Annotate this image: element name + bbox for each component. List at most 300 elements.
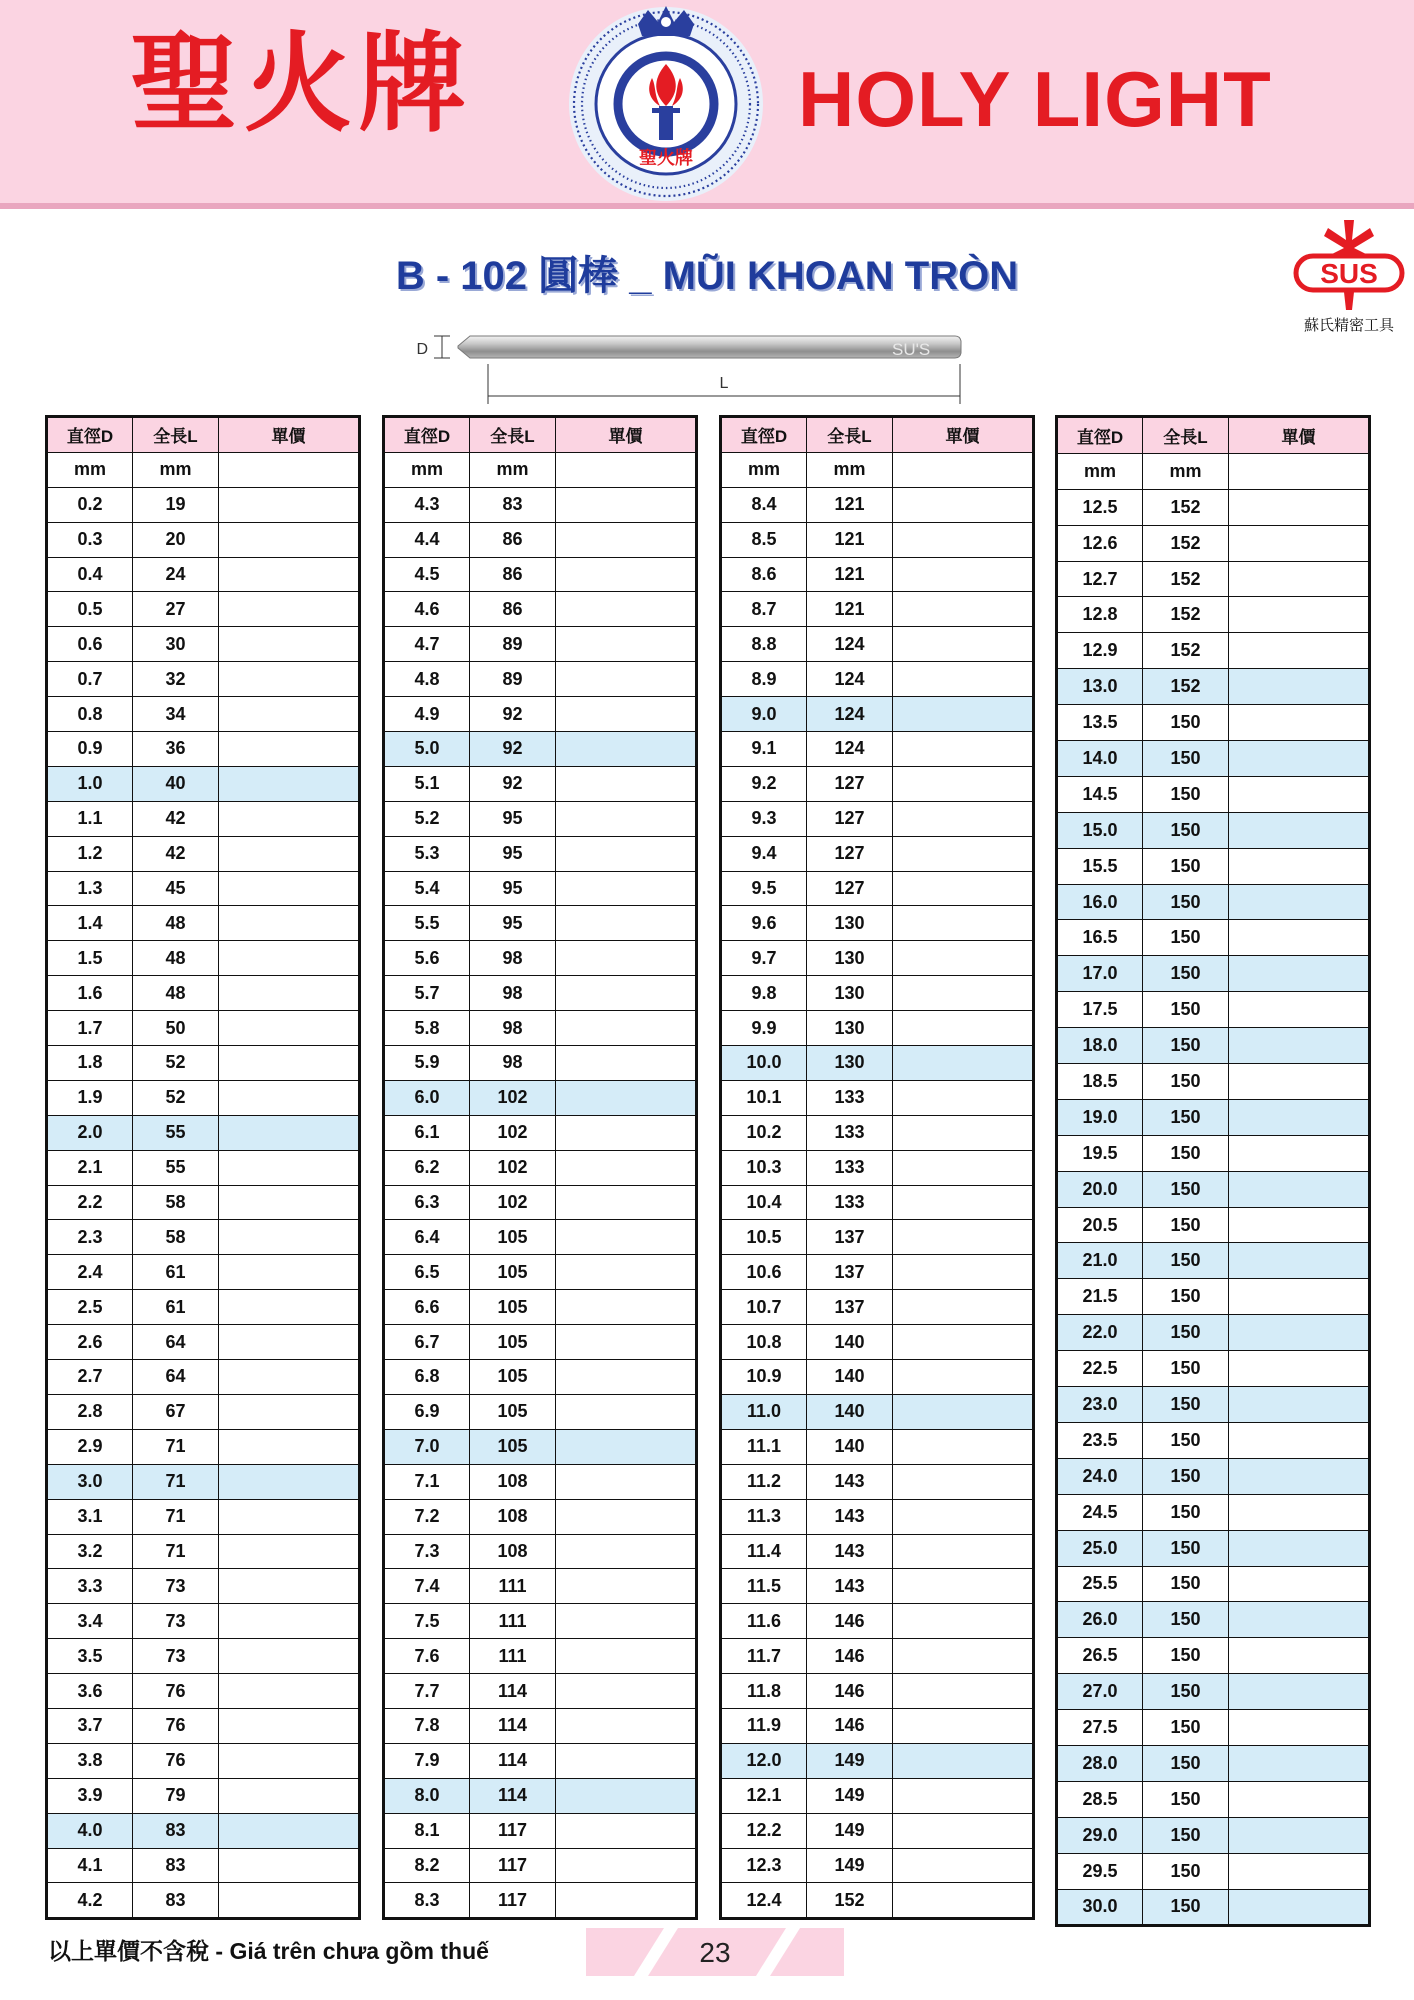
- length-cell: 150: [1143, 956, 1229, 992]
- diameter-label: D: [416, 341, 428, 358]
- diameter-cell: 5.4: [384, 871, 470, 906]
- diameter-cell: 0.7: [47, 662, 133, 697]
- price-cell: [556, 697, 697, 732]
- price-cell: [893, 1708, 1034, 1743]
- table-row: [47, 1011, 360, 1046]
- length-cell: 137: [807, 1290, 893, 1325]
- diameter-cell: 7.9: [384, 1743, 470, 1778]
- table-row: [721, 1604, 1034, 1639]
- diameter-cell: 4.5: [384, 557, 470, 592]
- table-row: [721, 1464, 1034, 1499]
- price-cell: [1229, 453, 1370, 489]
- table-row: [721, 1883, 1034, 1919]
- table-row: [47, 1394, 360, 1429]
- length-cell: 83: [470, 487, 556, 522]
- diameter-cell: 2.1: [47, 1150, 133, 1185]
- length-cell: 130: [807, 1046, 893, 1081]
- price-cell: [219, 1813, 360, 1848]
- table-row: [384, 1639, 697, 1674]
- length-cell: 130: [807, 906, 893, 941]
- diameter-cell: 20.0: [1057, 1171, 1143, 1207]
- table-row: [47, 766, 360, 801]
- table-row: [1057, 848, 1370, 884]
- price-cell: [219, 1883, 360, 1919]
- table-header-row: [47, 417, 360, 453]
- price-cell: [219, 836, 360, 871]
- table-row: [384, 906, 697, 941]
- table-row: [384, 1569, 697, 1604]
- length-cell: 102: [470, 1115, 556, 1150]
- table-row: [384, 1883, 697, 1919]
- diameter-cell: 3.7: [47, 1708, 133, 1743]
- price-cell: [556, 452, 697, 487]
- length-cell: 146: [807, 1639, 893, 1674]
- diameter-cell: 11.2: [721, 1464, 807, 1499]
- price-cell: [556, 1115, 697, 1150]
- price-cell: [556, 1604, 697, 1639]
- diameter-cell: 9.9: [721, 1011, 807, 1046]
- diameter-cell: 9.0: [721, 697, 807, 732]
- size-table-3: [719, 415, 1035, 1920]
- length-cell: 71: [133, 1429, 219, 1464]
- price-cell: [893, 1011, 1034, 1046]
- table-row: [721, 941, 1034, 976]
- length-cell: 89: [470, 627, 556, 662]
- length-cell: 150: [1143, 884, 1229, 920]
- table-row: [47, 1255, 360, 1290]
- price-cell: [219, 1778, 360, 1813]
- price-cell: [893, 1429, 1034, 1464]
- price-cell: [219, 1325, 360, 1360]
- diameter-cell: 14.0: [1057, 741, 1143, 777]
- diameter-cell: 26.5: [1057, 1638, 1143, 1674]
- price-cell: [219, 1639, 360, 1674]
- diameter-cell: 1.2: [47, 836, 133, 871]
- length-cell: 105: [470, 1255, 556, 1290]
- table-row: [721, 1639, 1034, 1674]
- length-cell: 149: [807, 1743, 893, 1778]
- price-cell: [219, 801, 360, 836]
- diameter-cell: 13.0: [1057, 669, 1143, 705]
- table-row: [721, 1046, 1034, 1081]
- price-cell: [556, 801, 697, 836]
- length-cell: 121: [807, 487, 893, 522]
- diameter-cell: 1.3: [47, 871, 133, 906]
- table-row: [384, 1360, 697, 1395]
- length-cell: 143: [807, 1534, 893, 1569]
- length-cell: 150: [1143, 1745, 1229, 1781]
- table-row: [1057, 489, 1370, 525]
- diameter-cell: 8.4: [721, 487, 807, 522]
- price-cell: [1229, 705, 1370, 741]
- price-cell: [556, 627, 697, 662]
- price-cell: [556, 1394, 697, 1429]
- diameter-cell: 11.5: [721, 1569, 807, 1604]
- price-cell: [219, 1360, 360, 1395]
- diameter-cell: 8.8: [721, 627, 807, 662]
- length-cell: 48: [133, 906, 219, 941]
- length-cell: 114: [470, 1743, 556, 1778]
- diameter-cell: 18.5: [1057, 1064, 1143, 1100]
- diameter-cell: 27.5: [1057, 1710, 1143, 1746]
- price-cell: [556, 487, 697, 522]
- diameter-cell: 3.1: [47, 1499, 133, 1534]
- table-row: [1057, 1745, 1370, 1781]
- price-cell: [556, 1220, 697, 1255]
- price-cell: [1229, 1674, 1370, 1710]
- table-row: [721, 1394, 1034, 1429]
- diameter-cell: 9.7: [721, 941, 807, 976]
- diameter-cell: 10.2: [721, 1115, 807, 1150]
- price-cell: [219, 1394, 360, 1429]
- length-cell: 61: [133, 1290, 219, 1325]
- price-cell: [219, 906, 360, 941]
- table-row: [721, 557, 1034, 592]
- diameter-cell: 23.0: [1057, 1387, 1143, 1423]
- table-row: [721, 1813, 1034, 1848]
- table-row: [384, 976, 697, 1011]
- table-row: [1057, 1638, 1370, 1674]
- price-cell: [1229, 741, 1370, 777]
- price-cell: [556, 1325, 697, 1360]
- table-row: [47, 662, 360, 697]
- diameter-cell: 0.6: [47, 627, 133, 662]
- price-cell: [893, 906, 1034, 941]
- price-cell: [1229, 1566, 1370, 1602]
- diameter-cell: 2.8: [47, 1394, 133, 1429]
- length-cell: 130: [807, 976, 893, 1011]
- price-cell: [219, 732, 360, 767]
- table-row: [1057, 1099, 1370, 1135]
- price-cell: [219, 627, 360, 662]
- table-row: [1057, 1853, 1370, 1889]
- table-row: [47, 1848, 360, 1883]
- size-table-2: [382, 415, 698, 1920]
- length-cell: 150: [1143, 1422, 1229, 1458]
- table-row: [47, 697, 360, 732]
- length-cell: 48: [133, 941, 219, 976]
- header-diameter: 直徑D: [47, 417, 133, 453]
- price-cell: [1229, 956, 1370, 992]
- table-row: [721, 801, 1034, 836]
- price-cell: [556, 662, 697, 697]
- diameter-cell: 17.0: [1057, 956, 1143, 992]
- length-cell: 76: [133, 1743, 219, 1778]
- length-cell: 150: [1143, 1602, 1229, 1638]
- table-row: [47, 1360, 360, 1395]
- header-length: 全長L: [133, 417, 219, 453]
- price-cell: [1229, 1817, 1370, 1853]
- diameter-cell: 6.5: [384, 1255, 470, 1290]
- price-cell: [893, 1778, 1034, 1813]
- diameter-cell: 7.3: [384, 1534, 470, 1569]
- length-cell: 150: [1143, 1566, 1229, 1602]
- price-cell: [219, 1115, 360, 1150]
- diameter-cell: 12.5: [1057, 489, 1143, 525]
- price-cell: [1229, 1387, 1370, 1423]
- length-cell: 86: [470, 557, 556, 592]
- table-row: [1057, 1064, 1370, 1100]
- length-cell: 143: [807, 1569, 893, 1604]
- price-cell: [556, 557, 697, 592]
- table-row: [1057, 633, 1370, 669]
- price-cell: [893, 1360, 1034, 1395]
- length-cell: 98: [470, 976, 556, 1011]
- table-row: [721, 766, 1034, 801]
- length-cell: 79: [133, 1778, 219, 1813]
- table-row: [1057, 1279, 1370, 1315]
- length-cell: 86: [470, 592, 556, 627]
- table-row: [1057, 812, 1370, 848]
- price-cell: [556, 1185, 697, 1220]
- price-cell: [893, 836, 1034, 871]
- table-header-row: [384, 417, 697, 453]
- size-table-4: [1055, 415, 1371, 1927]
- length-cell: 133: [807, 1150, 893, 1185]
- diameter-cell: 11.0: [721, 1394, 807, 1429]
- diameter-cell: 12.1: [721, 1778, 807, 1813]
- diameter-cell: 12.4: [721, 1883, 807, 1919]
- length-cell: 95: [470, 906, 556, 941]
- table-row: [1057, 884, 1370, 920]
- table-row: [721, 487, 1034, 522]
- price-cell: [1229, 489, 1370, 525]
- length-cell: 133: [807, 1115, 893, 1150]
- table-row: [384, 557, 697, 592]
- table-row: [1057, 1710, 1370, 1746]
- table-row: [721, 1778, 1034, 1813]
- length-cell: 150: [1143, 1817, 1229, 1853]
- length-cell: 64: [133, 1325, 219, 1360]
- length-cell: 36: [133, 732, 219, 767]
- length-cell: 98: [470, 1011, 556, 1046]
- length-cell: 95: [470, 871, 556, 906]
- price-cell: [1229, 776, 1370, 812]
- table-row: [47, 1708, 360, 1743]
- length-cell: 76: [133, 1708, 219, 1743]
- price-cell: [556, 1255, 697, 1290]
- diameter-cell: 1.7: [47, 1011, 133, 1046]
- length-cell: 89: [470, 662, 556, 697]
- diameter-cell: 2.5: [47, 1290, 133, 1325]
- diameter-cell: 29.0: [1057, 1817, 1143, 1853]
- diameter-cell: 19.0: [1057, 1099, 1143, 1135]
- length-cell: 108: [470, 1499, 556, 1534]
- table-row: [47, 1569, 360, 1604]
- table-row: [721, 1429, 1034, 1464]
- price-cell: [556, 1534, 697, 1569]
- diameter-cell: 17.5: [1057, 992, 1143, 1028]
- diameter-cell: 3.6: [47, 1674, 133, 1709]
- diameter-cell: 9.2: [721, 766, 807, 801]
- table-row: [47, 1185, 360, 1220]
- diameter-cell: 23.5: [1057, 1422, 1143, 1458]
- length-cell: 19: [133, 487, 219, 522]
- diameter-cell: 4.6: [384, 592, 470, 627]
- diameter-cell: 4.7: [384, 627, 470, 662]
- price-cell: [893, 1046, 1034, 1081]
- price-cell: [893, 1883, 1034, 1919]
- table-row: [721, 1848, 1034, 1883]
- table-row: [384, 1604, 697, 1639]
- diameter-cell: 6.6: [384, 1290, 470, 1325]
- length-cell: 133: [807, 1080, 893, 1115]
- length-cell: 149: [807, 1813, 893, 1848]
- page-number: 23: [699, 1937, 731, 1968]
- diameter-cell: 3.4: [47, 1604, 133, 1639]
- length-cell: 52: [133, 1080, 219, 1115]
- length-cell: 111: [470, 1639, 556, 1674]
- diameter-cell: 5.3: [384, 836, 470, 871]
- price-cell: [556, 1813, 697, 1848]
- diameter-cell: 4.0: [47, 1813, 133, 1848]
- price-cell: [1229, 848, 1370, 884]
- diameter-cell: 11.1: [721, 1429, 807, 1464]
- table-row: [384, 871, 697, 906]
- diameter-cell: 11.8: [721, 1674, 807, 1709]
- price-cell: [219, 766, 360, 801]
- length-cell: 105: [470, 1290, 556, 1325]
- table-row: [384, 1708, 697, 1743]
- price-cell: [219, 1464, 360, 1499]
- price-cell: [893, 592, 1034, 627]
- price-cell: [556, 871, 697, 906]
- length-cell: 20: [133, 522, 219, 557]
- length-cell: 86: [470, 522, 556, 557]
- diameter-cell: 12.7: [1057, 561, 1143, 597]
- price-cell: [1229, 992, 1370, 1028]
- length-cell: 108: [470, 1534, 556, 1569]
- diameter-cell: 27.0: [1057, 1674, 1143, 1710]
- tax-note: 以上單價不含稅 - Giá trên chưa gồm thuế: [48, 1938, 489, 1964]
- table-row: [1057, 525, 1370, 561]
- price-cell: [219, 1743, 360, 1778]
- table-row: [384, 1290, 697, 1325]
- price-cell: [1229, 1745, 1370, 1781]
- diameter-cell: 10.7: [721, 1290, 807, 1325]
- length-cell: 105: [470, 1325, 556, 1360]
- price-cell: [893, 452, 1034, 487]
- price-cell: [893, 1255, 1034, 1290]
- table-row: [384, 836, 697, 871]
- diameter-cell: 3.3: [47, 1569, 133, 1604]
- diameter-cell: 3.8: [47, 1743, 133, 1778]
- table-row: [721, 976, 1034, 1011]
- length-cell: 127: [807, 871, 893, 906]
- length-cell: 50: [133, 1011, 219, 1046]
- length-cell: 117: [470, 1848, 556, 1883]
- table-row: [1057, 741, 1370, 777]
- table-row: [721, 906, 1034, 941]
- diameter-cell: 0.8: [47, 697, 133, 732]
- price-cell: [556, 1150, 697, 1185]
- diameter-cell: 11.3: [721, 1499, 807, 1534]
- length-cell: 95: [470, 801, 556, 836]
- header-diameter: 直徑D: [1057, 417, 1143, 454]
- table-row: [47, 732, 360, 767]
- table-row: [1057, 920, 1370, 956]
- diameter-cell: 5.0: [384, 732, 470, 767]
- length-cell: 114: [470, 1674, 556, 1709]
- table-row: [47, 1813, 360, 1848]
- length-cell: 150: [1143, 848, 1229, 884]
- price-cell: [893, 662, 1034, 697]
- price-cell: [893, 487, 1034, 522]
- length-cell: 143: [807, 1499, 893, 1534]
- length-cell: 76: [133, 1674, 219, 1709]
- table-row: [721, 1569, 1034, 1604]
- price-cell: [1229, 1422, 1370, 1458]
- length-cell: 150: [1143, 776, 1229, 812]
- length-cell: 130: [807, 941, 893, 976]
- length-cell: 150: [1143, 1458, 1229, 1494]
- price-cell: [556, 1778, 697, 1813]
- price-cell: [219, 1080, 360, 1115]
- table-row: [1057, 956, 1370, 992]
- price-cell: [556, 1290, 697, 1325]
- price-cell: [556, 1708, 697, 1743]
- length-cell: 71: [133, 1534, 219, 1569]
- length-cell: 150: [1143, 1207, 1229, 1243]
- price-cell: [893, 1290, 1034, 1325]
- price-cell: [556, 1569, 697, 1604]
- diameter-cell: 5.7: [384, 976, 470, 1011]
- price-cell: [219, 1220, 360, 1255]
- price-cell: [556, 1464, 697, 1499]
- diameter-cell: 0.2: [47, 487, 133, 522]
- length-cell: 102: [470, 1150, 556, 1185]
- price-cell: [893, 1499, 1034, 1534]
- diameter-cell: 10.9: [721, 1360, 807, 1395]
- table-row: [47, 1046, 360, 1081]
- length-cell: 92: [470, 697, 556, 732]
- diameter-cell: 4.3: [384, 487, 470, 522]
- length-cell: 58: [133, 1185, 219, 1220]
- price-cell: [556, 1499, 697, 1534]
- diameter-cell: 8.6: [721, 557, 807, 592]
- diameter-cell: 26.0: [1057, 1602, 1143, 1638]
- table-row: [47, 522, 360, 557]
- length-cell: 117: [470, 1813, 556, 1848]
- header-price: 單價: [893, 417, 1034, 453]
- length-cell: 140: [807, 1429, 893, 1464]
- diameter-cell: 3.2: [47, 1534, 133, 1569]
- price-cell: [219, 1569, 360, 1604]
- length-cell: 140: [807, 1394, 893, 1429]
- diameter-cell: 1.8: [47, 1046, 133, 1081]
- table-row: [721, 1499, 1034, 1534]
- diameter-cell: 8.3: [384, 1883, 470, 1919]
- length-cell: 32: [133, 662, 219, 697]
- diameter-cell: 14.5: [1057, 776, 1143, 812]
- length-cell: 152: [1143, 525, 1229, 561]
- table-row: [47, 1150, 360, 1185]
- diameter-cell: 11.4: [721, 1534, 807, 1569]
- diameter-cell: 29.5: [1057, 1853, 1143, 1889]
- price-cell: [1229, 669, 1370, 705]
- size-table-1: [45, 415, 361, 1920]
- diameter-cell: 10.6: [721, 1255, 807, 1290]
- price-cell: [893, 941, 1034, 976]
- table-row: [47, 1115, 360, 1150]
- table-row: [47, 1325, 360, 1360]
- price-cell: [556, 976, 697, 1011]
- length-cell: 137: [807, 1220, 893, 1255]
- length-cell: 105: [470, 1360, 556, 1395]
- length-cell: 150: [1143, 1171, 1229, 1207]
- diameter-cell: 15.0: [1057, 812, 1143, 848]
- diameter-cell: 6.2: [384, 1150, 470, 1185]
